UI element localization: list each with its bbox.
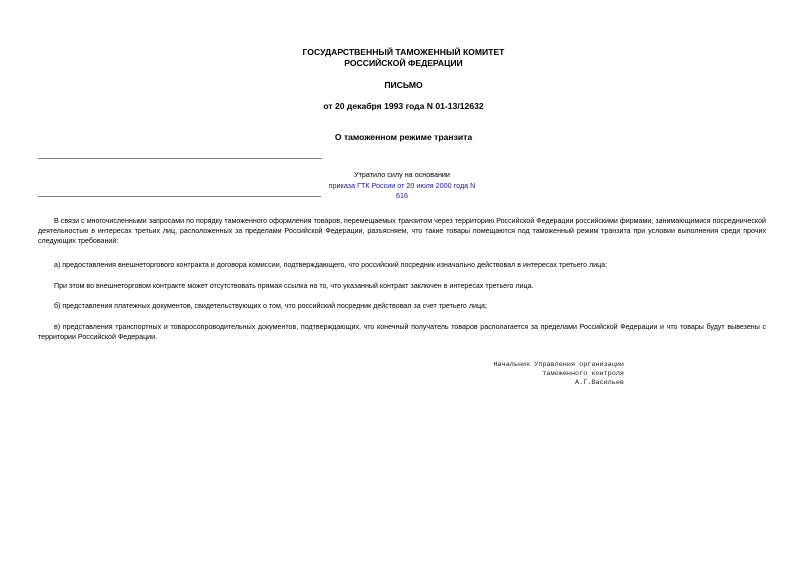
status-note: Утратило силу на основании (354, 170, 450, 179)
top-divider (38, 158, 322, 159)
body-paragraph-b: б) представления платежных документов, свидетельствующих о том, что российский посредник действовал за счет третьего лица; (54, 302, 487, 310)
body-paragraph-intro: В связи с многочисленными запросами по порядку таможенного оформления товаров, перемещаемых транзитом через территорию Российской Федерации российскими фирмами, занимающимися посреднической деятельностью в интересах третьих лиц, расположенных за пределами Российской Федерации, разъясняем, что такие товары помещаются под таможенный режим транзита при условии выполнения среди прочих следующих требований: (38, 217, 766, 245)
bottom-divider (38, 196, 321, 197)
body-paragraph-note: При этом во внешнеторговом контракте может отсутствовать прямая ссылка на то, что указанный контракт заключен в интересах третьего лица. (54, 282, 534, 290)
body-paragraph-a: а) предоставления внешнеторгового контракта и договора комиссии, подтверждающего, что российский посредник изначально действовал в интересах третьего лица; (54, 261, 608, 269)
document-type: ПИСЬМО (384, 80, 423, 90)
document-title: О таможенном режиме транзита (334, 132, 473, 142)
issuer-line-2: РОССИЙСКОЙ ФЕДЕРАЦИИ (344, 58, 463, 68)
document-date-number: от 20 декабря 1993 года N 01-13/12632 (323, 101, 484, 111)
signatory-name: А.Г.Васильев (575, 379, 624, 387)
repeal-order-link[interactable]: приказа ГТК России от 20 июля 2000 года N 616 (328, 181, 476, 200)
body-paragraph-c: в) представления транспортных и товаросопроводительных документов, подтверждающих, что конечный получатель товаров располагается за пределами Российской Федерации и что товары будут вывезены с территории Российской Федерации. (38, 323, 766, 341)
issuer-line-1: ГОСУДАРСТВЕННЫЙ ТАМОЖЕННЫЙ КОМИТЕТ (302, 47, 505, 57)
signatory-position-line-2: таможенного контроля (542, 370, 624, 378)
signatory-position-line-1: Начальник Управления организации (493, 361, 624, 369)
